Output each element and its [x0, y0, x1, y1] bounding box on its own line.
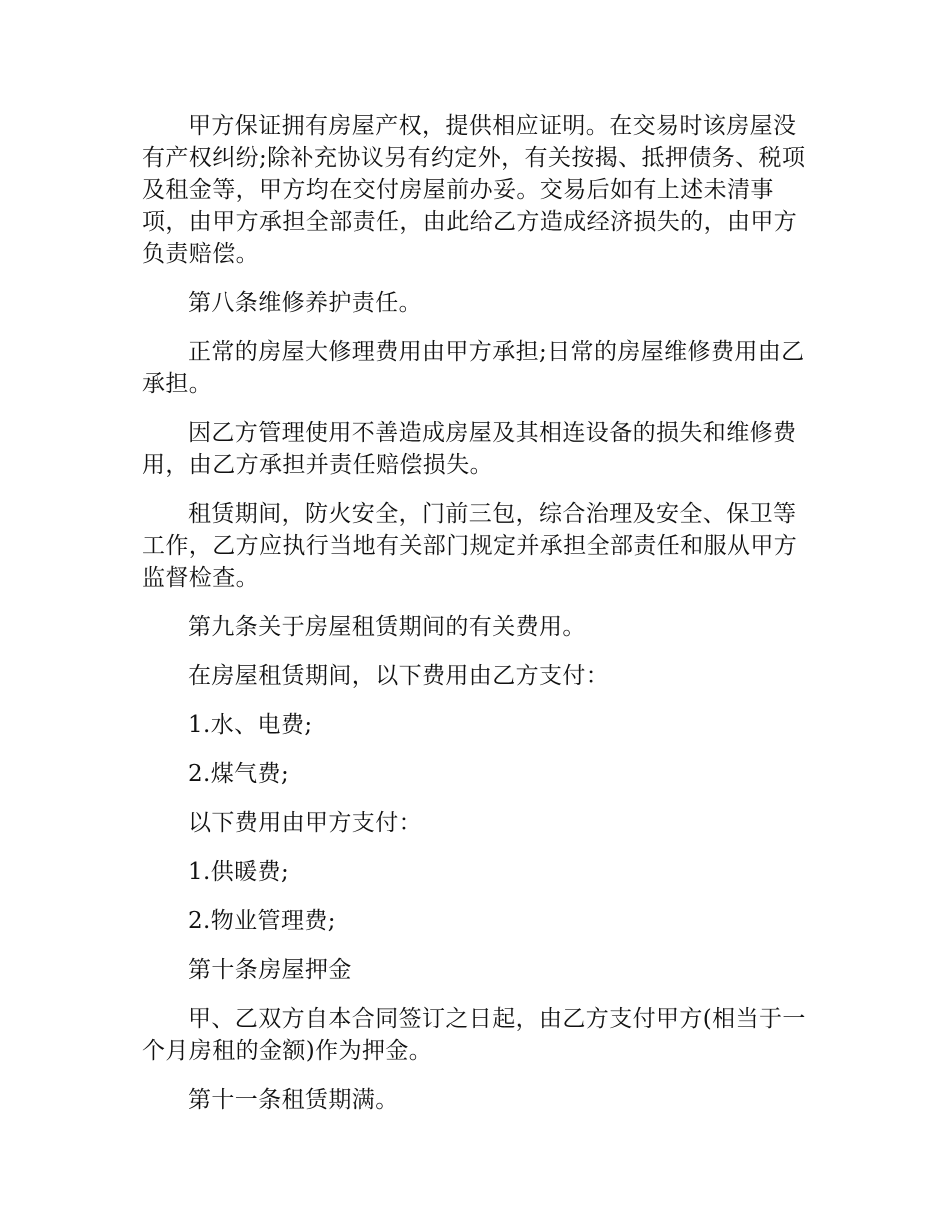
- paragraph-deposit: 甲、乙双方自本合同签订之日起，由乙方支付甲方(相当于一个月房租的金额)作为押金。: [142, 1006, 806, 1064]
- paragraph-landlord-fees-intro: 以下费用由甲方支付：: [188, 810, 422, 836]
- list-item-water-electricity: 1.水、电费;: [188, 712, 313, 738]
- list-item-property-management: 2.物业管理费;: [188, 908, 336, 934]
- heading-article-9: 第九条关于房屋租赁期间的有关费用。: [188, 614, 586, 640]
- heading-article-8: 第八条维修养护责任。: [188, 290, 422, 316]
- list-item-heating: 1.供暖费;: [188, 859, 290, 885]
- paragraph-repair-costs: 正常的房屋大修理费用由甲方承担;日常的房屋维修费用由乙承担。: [142, 339, 805, 397]
- paragraph-tenant-fees-intro: 在房屋租赁期间，以下费用由乙方支付：: [188, 663, 610, 689]
- list-item-gas: 2.煤气费;: [188, 761, 290, 787]
- paragraph-damage-liability: 因乙方管理使用不善造成房屋及其相连设备的损失和维修费用，由乙方承担并责任赔偿损失。: [142, 420, 797, 478]
- document-body: [142, 110, 810, 1133]
- heading-article-11: 第十一条租赁期满。: [188, 1087, 399, 1113]
- paragraph-property-guarantee: 甲方保证拥有房屋产权，提供相应证明。在交易时该房屋没有产权纠纷;除补充协议另有约定外，有关按揭、抵押债务、税项及租金等，甲方均在交付房屋前办妥。交易后如有上述未清事项，由甲方承担全部责任，由此给乙方造成经济损失的，由甲方负责赔偿。: [142, 113, 806, 267]
- paragraph-safety-duties: 租赁期间，防火安全，门前三包，综合治理及安全、保卫等工作，乙方应执行当地有关部门规定并承担全部责任和服从甲方监督检查。: [142, 501, 798, 591]
- heading-article-10: 第十条房屋押金: [188, 957, 352, 983]
